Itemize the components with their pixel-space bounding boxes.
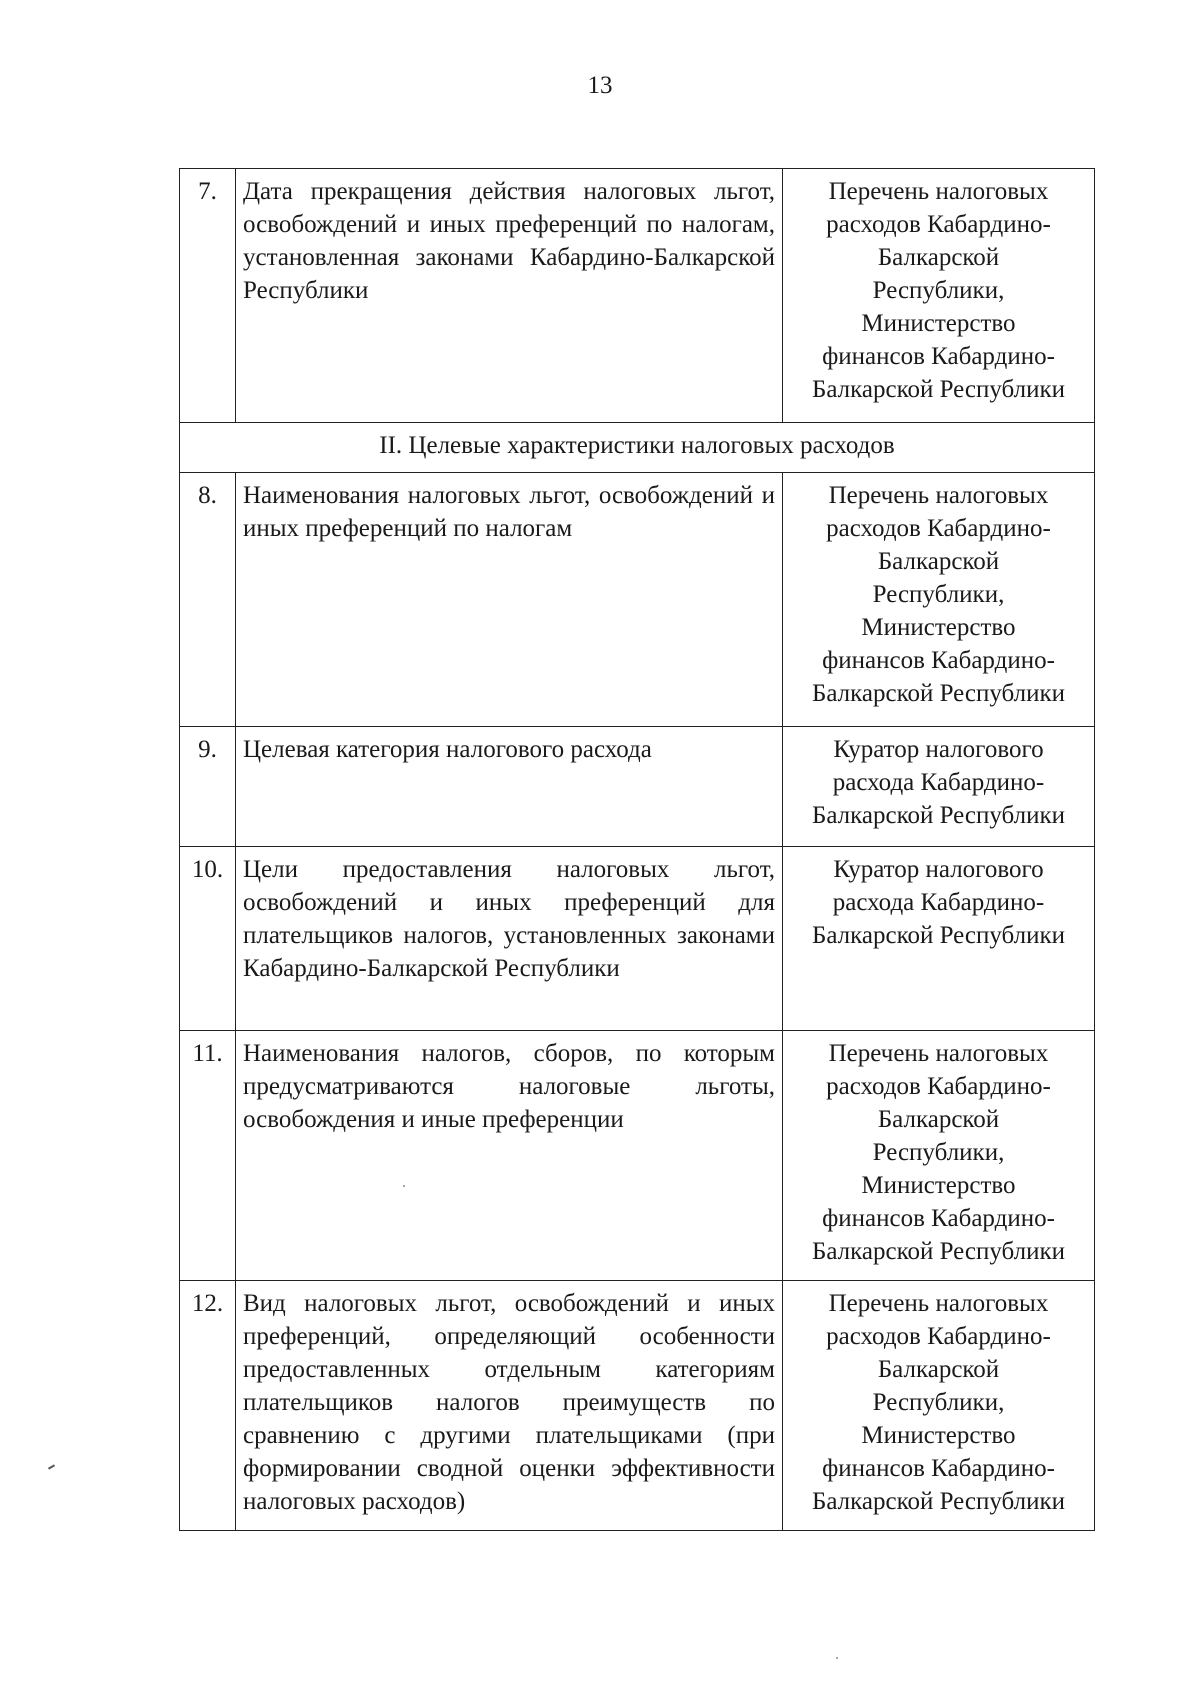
table-row <box>180 727 1095 847</box>
table-row <box>180 1031 1095 1281</box>
table-row <box>180 473 1095 727</box>
section-title: II. Целевые характеристики налоговых расходов <box>180 423 1095 473</box>
scan-mark <box>48 1464 55 1469</box>
scan-dot <box>403 1185 405 1187</box>
row-source: Перечень налоговых расходов Кабардино- Балкарской Республики, Министерство финансов Кабардино- Балкарской Республики <box>783 169 1095 423</box>
row-source: Куратор налогового расхода Кабардино- Балкарской Республики <box>783 847 1095 1031</box>
row-description: Цели предоставления налоговых льгот, освобождений и иных преференций для плательщиков налогов, установленных законами Кабардино-Балкарской Республики <box>236 847 783 1031</box>
row-description: Целевая категория налогового расхода <box>236 727 783 847</box>
table-row <box>180 1281 1095 1531</box>
row-description: Наименования налогов, сборов, по которым предусматриваются налоговые льготы, освобождения и иные преференции <box>236 1031 783 1281</box>
row-source: Перечень налоговых расходов Кабардино- Балкарской Республики, Министерство финансов Кабардино- Балкарской Республики <box>783 473 1095 727</box>
row-description: Наименования налоговых льгот, освобождений и иных преференций по налогам <box>236 473 783 727</box>
table-row <box>180 169 1095 423</box>
row-source: Перечень налоговых расходов Кабардино- Балкарской Республики, Министерство финансов Кабардино- Балкарской Республики <box>783 1031 1095 1281</box>
section-row <box>180 423 1095 473</box>
row-number: 11. <box>180 1031 236 1281</box>
row-source: Перечень налоговых расходов Кабардино- Балкарской Республики, Министерство финансов Кабардино- Балкарской Республики <box>783 1281 1095 1531</box>
row-description: Дата прекращения действия налоговых льгот, освобождений и иных преференций по налогам, установленная законами Кабардино-Балкарской Республики <box>236 169 783 423</box>
row-number: 8. <box>180 473 236 727</box>
row-source: Куратор налогового расхода Кабардино- Балкарской Республики <box>783 727 1095 847</box>
row-number: 7. <box>180 169 236 423</box>
tax-expenditure-table <box>179 168 1095 1531</box>
page-number: 13 <box>587 72 613 99</box>
row-number: 9. <box>180 727 236 847</box>
table-row <box>180 847 1095 1031</box>
row-description: Вид налоговых льгот, освобождений и иных преференций, определяющий особенности предоставленных отдельным категориям плательщиков налогов преимуществ по сравнению с другими плательщиками (при формировании сводной оценки эффективности налоговых расходов) <box>236 1281 783 1531</box>
row-number: 12. <box>180 1281 236 1531</box>
scan-dot <box>836 1657 838 1659</box>
row-number: 10. <box>180 847 236 1031</box>
